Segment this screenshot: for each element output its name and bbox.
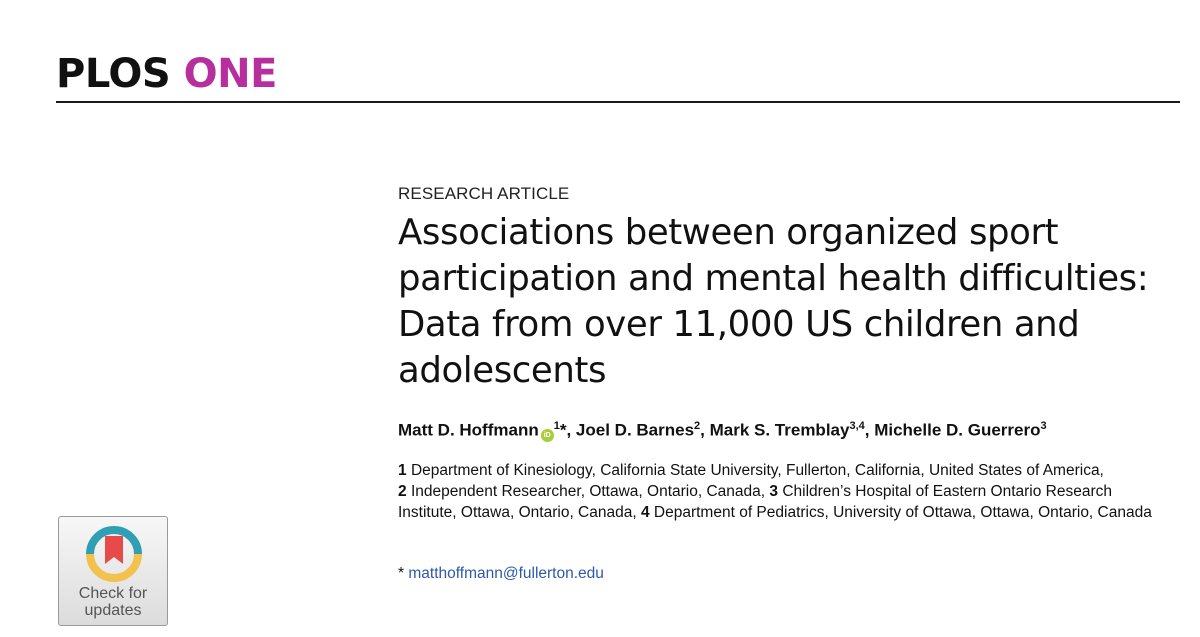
affiliation-number: 3 [769, 483, 779, 500]
journal-logo-one: ONE [183, 51, 277, 97]
author-affiliation-sup: 2 [694, 420, 701, 432]
corresponding-marker: * [398, 565, 405, 582]
author-affiliation-sup: 3 [1040, 420, 1047, 432]
corresponding-marker: * [559, 420, 567, 440]
author-name[interactable]: Joel D. Barnes [575, 420, 695, 440]
author-name[interactable]: Michelle D. Guerrero [874, 420, 1041, 440]
author-affiliation-sup: 1 [553, 420, 560, 432]
author-name[interactable]: Mark S. Tremblay [709, 420, 850, 440]
affiliation-number: 2 [398, 483, 407, 500]
author-list: Matt D. Hoffmann $iD^1*$, Joel D. Barnes$^2$, Mark S. Tremblay$^{3,4}$, Michelle D. Guerrero$^3$ [398, 420, 1047, 440]
affiliation-text: Children’s Hospital of Eastern Ontario Research Institute, Ottawa, Ontario, Canada, [398, 483, 1113, 521]
article-title: Associations between organized sport participation and mental health difficulties: Data from over 11,000 US children and adolescents [398, 212, 1149, 391]
journal-logo-plos: PLOS [56, 51, 171, 97]
affiliation-number: 4 [640, 504, 650, 521]
corresponding-email-link[interactable]: matthoffmann@fullerton.edu [408, 565, 604, 582]
journal-logo [56, 52, 277, 96]
author-name[interactable]: Matt D. Hoffmann [398, 420, 539, 440]
affiliation-text: Department of Pediatrics, University of Ottawa, Ottawa, Ontario, Canada [653, 504, 1152, 521]
corresponding-author [398, 565, 604, 583]
affiliations [398, 460, 1158, 523]
affiliation-text: Independent Researcher, Ottawa, Ontario, Canada, [410, 483, 766, 500]
affiliation-text: Department of Kinesiology, California State University, Fullerton, California, United States of America, [410, 462, 1104, 479]
article-type: RESEARCH ARTICLE [398, 184, 570, 203]
header-divider [56, 101, 1180, 103]
check-for-updates-label: Check for updates [78, 585, 148, 619]
check-for-updates-button[interactable] [58, 516, 168, 626]
affiliation-number: 1 [398, 462, 407, 479]
orcid-icon[interactable]: iD [541, 429, 554, 442]
check-for-updates-icon [84, 524, 144, 584]
author-affiliation-sup: 3,4 [849, 420, 865, 432]
